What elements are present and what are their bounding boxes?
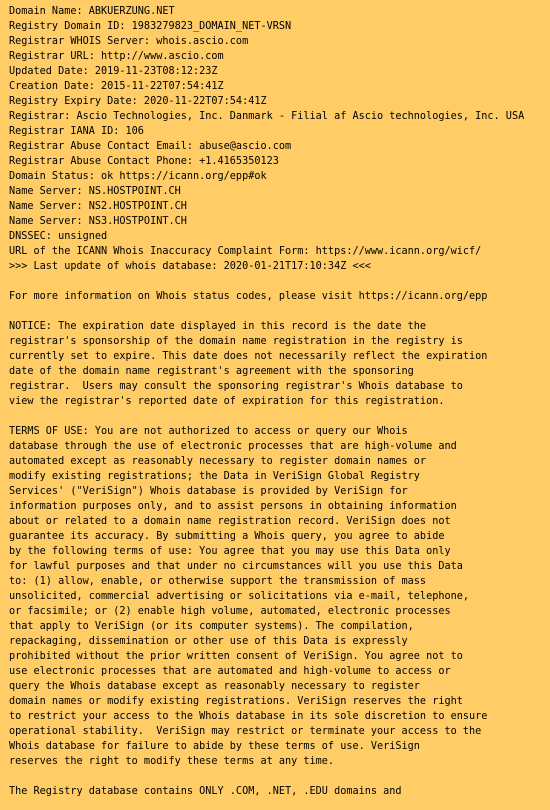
whois-line: Name Server: NS3.HOSTPOINT.CH — [9, 216, 187, 227]
whois-line: Updated Date: 2019-11-23T08:12:23Z — [9, 66, 218, 77]
whois-line: or facsimile; or (2) enable high volume, automated, electronic processes — [9, 606, 451, 617]
whois-line: NOTICE: The expiration date displayed in this record is the date the — [9, 321, 427, 332]
blank-line — [9, 304, 524, 319]
whois-line: reserves the right to modify these terms at any time. — [9, 756, 335, 767]
whois-line: for lawful purposes and that under no circumstances will you use this Data — [9, 561, 463, 572]
whois-line: URL of the ICANN Whois Inaccuracy Complaint Form: https://www.icann.org/wicf/ — [9, 246, 482, 257]
whois-line: query the Whois database except as reasonably necessary to register — [9, 681, 420, 692]
whois-line: The Registry database contains ONLY .COM, .NET, .EDU domains and — [9, 786, 402, 797]
whois-line: Registrar Abuse Contact Email: abuse@ascio.com — [9, 141, 292, 152]
whois-line: view the registrar's reported date of expiration for this registration. — [9, 396, 445, 407]
whois-line: Services' ("VeriSign") Whois database is provided by VeriSign for — [9, 486, 408, 497]
whois-line: Creation Date: 2015-11-22T07:54:41Z — [9, 81, 224, 92]
whois-line: modify existing registrations; the Data in VeriSign Global Registry — [9, 471, 420, 482]
whois-line: currently set to expire. This date does not necessarily reflect the expiration — [9, 351, 488, 362]
whois-line: by the following terms of use: You agree that you may use this Data only — [9, 546, 451, 557]
whois-line: Name Server: NS2.HOSTPOINT.CH — [9, 201, 187, 212]
whois-line: information purposes only, and to assist persons in obtaining information — [9, 501, 457, 512]
whois-line: Whois database for failure to abide by these terms of use. VeriSign — [9, 741, 420, 752]
whois-line: to: (1) allow, enable, or otherwise support the transmission of mass — [9, 576, 427, 587]
whois-line: Domain Status: ok https://icann.org/epp#ok — [9, 171, 267, 182]
whois-line: registrar's sponsorship of the domain name registration in the registry is — [9, 336, 463, 347]
whois-line: Name Server: NS.HOSTPOINT.CH — [9, 186, 181, 197]
whois-line: Registrar URL: http://www.ascio.com — [9, 51, 224, 62]
whois-line: date of the domain name registrant's agreement with the sponsoring — [9, 366, 414, 377]
whois-line: Registry Domain ID: 1983279823_DOMAIN_NET-VRSN — [9, 21, 292, 32]
blank-line — [9, 409, 524, 424]
whois-line: registrar. Users may consult the sponsoring registrar's Whois database to — [9, 381, 463, 392]
whois-line: TERMS OF USE: You are not authorized to access or query our Whois — [9, 426, 408, 437]
whois-record-text — [9, 4, 524, 799]
whois-line: DNSSEC: unsigned — [9, 231, 108, 242]
whois-line: operational stability. VeriSign may restrict or terminate your access to the — [9, 726, 482, 737]
whois-line: to restrict your access to the Whois database in its sole discretion to ensure — [9, 711, 488, 722]
whois-line: Registry Expiry Date: 2020-11-22T07:54:41Z — [9, 96, 267, 107]
whois-line: Registrar: Ascio Technologies, Inc. Danmark - Filial af Ascio technologies, Inc. USA — [9, 111, 525, 122]
whois-line: For more information on Whois status codes, please visit https://icann.org/epp — [9, 291, 488, 302]
whois-line: Registrar Abuse Contact Phone: +1.4165350123 — [9, 156, 279, 167]
whois-line: Registrar IANA ID: 106 — [9, 126, 144, 137]
whois-line: prohibited without the prior written consent of VeriSign. You agree not to — [9, 651, 463, 662]
whois-line: unsolicited, commercial advertising or solicitations via e-mail, telephone, — [9, 591, 470, 602]
whois-line: Domain Name: ABKUERZUNG.NET — [9, 6, 175, 17]
whois-line: database through the use of electronic processes that are high-volume and — [9, 441, 457, 452]
whois-line: about or related to a domain name registration record. VeriSign does not — [9, 516, 451, 527]
whois-line: use electronic processes that are automated and high-volume to access or — [9, 666, 451, 677]
blank-line — [9, 769, 524, 784]
whois-line: domain names or modify existing registrations. VeriSign reserves the right — [9, 696, 463, 707]
blank-line — [9, 274, 524, 289]
whois-line: repackaging, dissemination or other use of this Data is expressly — [9, 636, 408, 647]
whois-line: that apply to VeriSign (or its computer systems). The compilation, — [9, 621, 414, 632]
whois-line: Registrar WHOIS Server: whois.ascio.com — [9, 36, 249, 47]
whois-line: guarantee its accuracy. By submitting a Whois query, you agree to abide — [9, 531, 445, 542]
whois-line: >>> Last update of whois database: 2020-01-21T17:10:34Z <<< — [9, 261, 371, 272]
whois-line: automated except as reasonably necessary to register domain names or — [9, 456, 427, 467]
